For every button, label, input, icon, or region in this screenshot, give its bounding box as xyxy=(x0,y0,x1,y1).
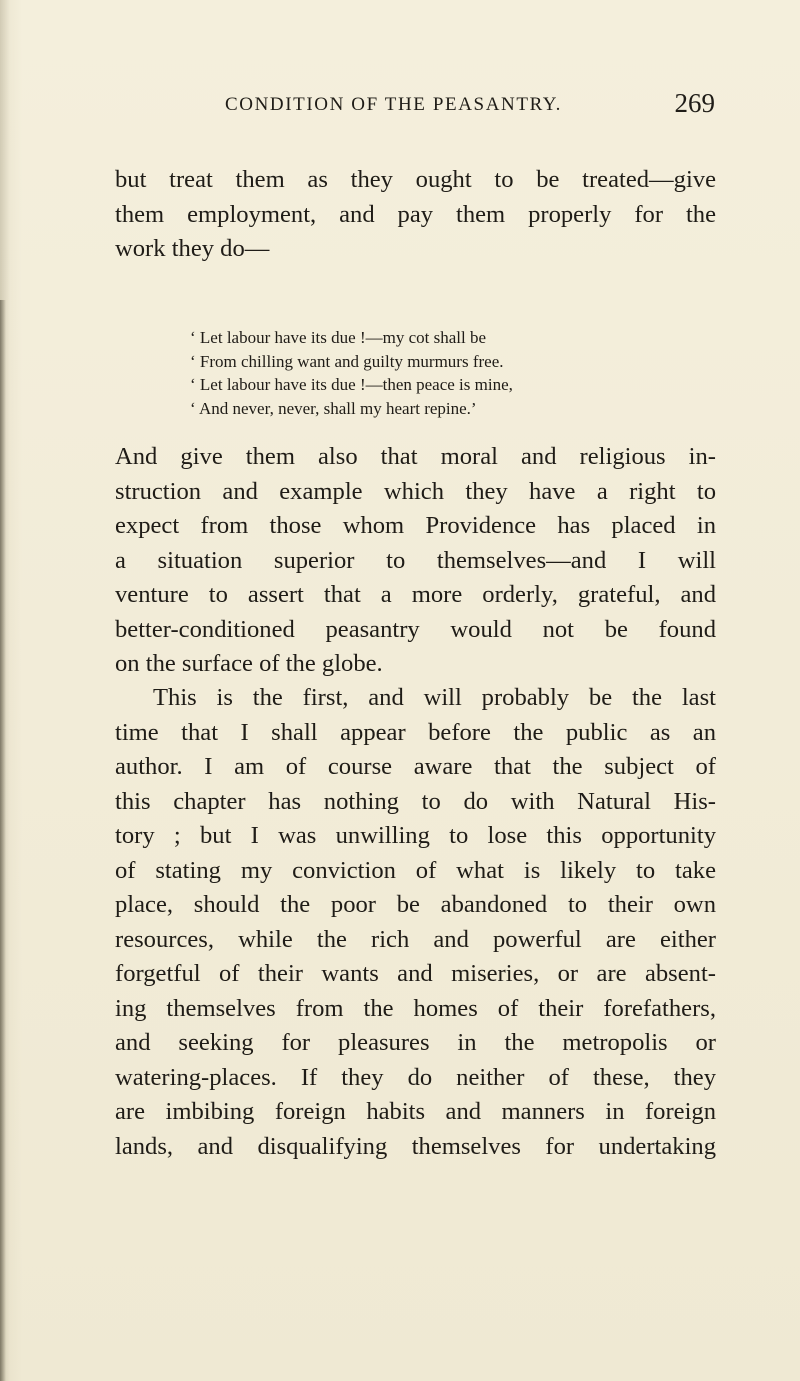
paragraph-line: expect from those whom Providence has placed in xyxy=(115,512,716,539)
paragraph-line: work they do— xyxy=(115,235,270,262)
paragraph-line: place, should the poor be abandoned to their own xyxy=(115,891,716,918)
verse-quotation xyxy=(190,326,513,420)
paragraph-line: And give them also that moral and religious in- xyxy=(115,443,716,470)
paragraph-line: resources, while the rich and powerful are either xyxy=(115,925,716,953)
paragraph-line: and seeking for pleasures in the metropolis or xyxy=(115,1029,716,1056)
paragraph-line: venture to assert that a more orderly, grateful, and xyxy=(115,581,716,608)
paragraph-line: are imbibing foreign habits and manners in foreign xyxy=(115,1098,716,1125)
paragraph-line: tory ; but I was unwilling to lose this opportunity xyxy=(115,822,716,849)
paragraph-line: on the surface of the globe. xyxy=(115,650,383,677)
paragraph-line: time that I shall appear before the public as an xyxy=(115,718,716,746)
paragraph-line: of stating my conviction of what is likely to take xyxy=(115,856,716,884)
binding-edge-shadow xyxy=(0,300,6,1381)
verse-line: ‘ And never, never, shall my heart repine.’ xyxy=(190,398,477,418)
page-number: 269 xyxy=(674,88,715,118)
verse-line: ‘ From chilling want and guilty murmurs free. xyxy=(190,351,504,371)
paragraph-line: a situation superior to themselves—and I will xyxy=(115,546,716,574)
paragraph-line: better-conditioned peasantry would not be found xyxy=(115,615,716,643)
paragraph-line: ing themselves from the homes of their forefathers, xyxy=(115,994,716,1022)
paragraph-line: this chapter has nothing to do with Natural His- xyxy=(115,787,716,815)
paragraph-line: author. I am of course aware that the subject of xyxy=(115,753,716,780)
running-title: CONDITION OF THE PEASANTRY. xyxy=(225,94,563,115)
paragraph-line: struction and example which they have a right to xyxy=(115,477,716,505)
paragraph-line: watering-places. If they do neither of these, they xyxy=(115,1063,716,1091)
paragraph-line: forgetful of their wants and miseries, or are absent- xyxy=(115,960,716,987)
paragraph-line: but treat them as they ought to be treated—give xyxy=(115,166,716,193)
paragraph-line: This is the first, and will probably be the last xyxy=(153,684,716,711)
verse-line: ‘ Let labour have its due !—then peace is mine, xyxy=(190,375,513,394)
paragraph-3 xyxy=(115,681,716,1164)
paragraph-2 xyxy=(115,440,716,682)
verse-line: ‘ Let labour have its due !—my cot shall be xyxy=(190,328,486,347)
running-head xyxy=(225,88,715,120)
paragraph-line: lands, and disqualifying themselves for undertaking xyxy=(115,1132,716,1160)
paragraph-line: them employment, and pay them properly for the xyxy=(115,200,716,228)
paragraph-1 xyxy=(115,163,716,267)
